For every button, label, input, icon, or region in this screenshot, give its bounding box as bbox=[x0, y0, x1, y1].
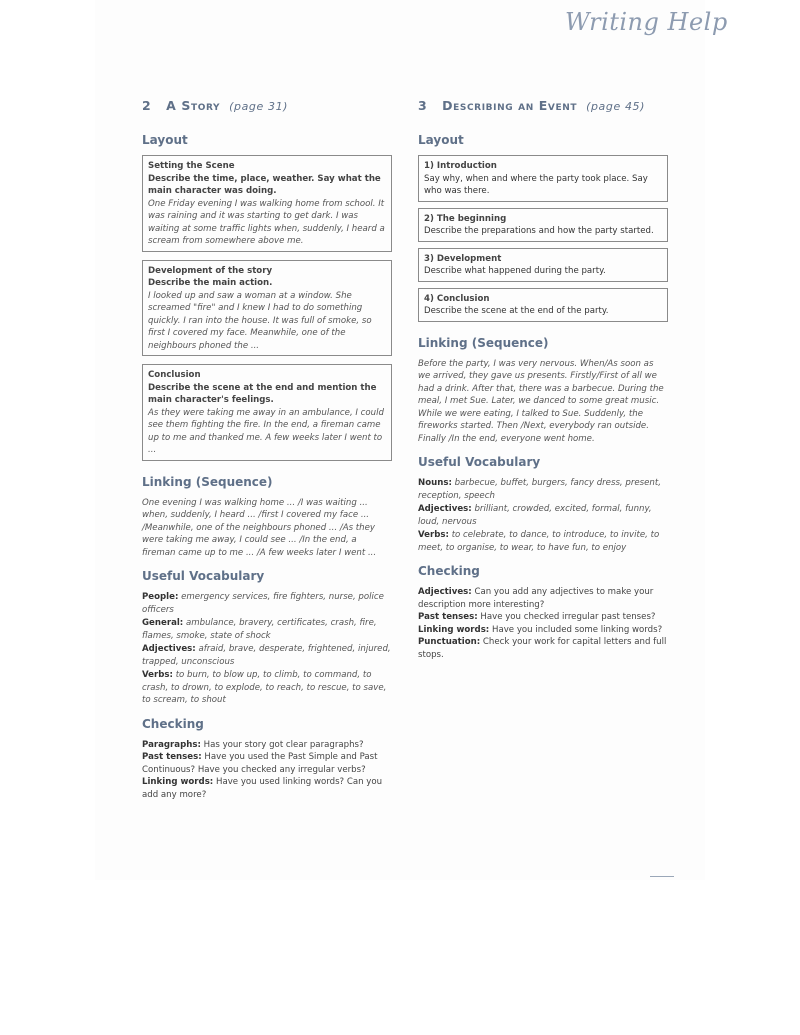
linking-heading: Linking (Sequence) bbox=[142, 474, 273, 489]
vocab-item bbox=[418, 503, 668, 528]
event-column bbox=[418, 98, 668, 671]
checking-label: Punctuation: bbox=[418, 637, 481, 647]
box-instruction: Describe what happened during the party. bbox=[424, 266, 606, 276]
box-example: I looked up and saw a woman at a window. She screamed "fire" and I knew I had to do something quickly. I ran into the house. It was full of smoke, so first I covered my face. Meanwhile, one of the neighbours phoned the ... bbox=[148, 290, 372, 351]
linking-text: One evening I was walking home ... /I was waiting ... when, suddenly, I heard ... /first I covered my face ... /Meanwhile, one of the neighbours phoned ... /As they were taking me away, I could see ... /In the end, a fireman came up to me ... /A few weeks later I went ... bbox=[142, 497, 377, 558]
box-instruction: Say why, when and where the party took place. Say who was there. bbox=[424, 173, 648, 196]
layout-box-introduction bbox=[418, 155, 668, 202]
vocab-label: Verbs: bbox=[418, 530, 449, 540]
box-instruction: Describe the main action. bbox=[148, 278, 273, 288]
checking-label: Adjectives: bbox=[418, 587, 472, 597]
story-column bbox=[142, 98, 392, 811]
box-title: Conclusion bbox=[148, 370, 201, 380]
checking-heading: Checking bbox=[418, 564, 480, 578]
event-section-title bbox=[418, 98, 668, 113]
box-title: Setting the Scene bbox=[148, 161, 235, 171]
section-name: Describing an Event bbox=[442, 98, 578, 113]
vocab-words: brilliant, crowded, excited, formal, funny, loud, nervous bbox=[418, 504, 652, 527]
vocab-heading: Useful Vocabulary bbox=[418, 455, 541, 469]
box-example: As they were taking me away in an ambulance, I could see them fighting the fire. In the end, a fireman came up to me and thanked me. A few weeks later I went to ... bbox=[148, 407, 384, 455]
layout-box-development bbox=[142, 260, 392, 357]
checking-list bbox=[142, 739, 392, 802]
vocab-label: People: bbox=[142, 592, 179, 602]
section-number: 2 bbox=[142, 98, 152, 113]
checking-item bbox=[418, 624, 668, 637]
story-section-title bbox=[142, 98, 392, 113]
checking-label: Linking words: bbox=[142, 777, 214, 787]
checking-item bbox=[418, 586, 668, 611]
vocab-words: to burn, to blow up, to climb, to command, to crash, to drown, to explode, to reach, to rescue, to save, to scream, to shout bbox=[142, 670, 387, 705]
box-instruction: Describe the scene at the end of the party. bbox=[424, 306, 609, 316]
footer-rule bbox=[650, 876, 674, 877]
checking-text: Has your story got clear paragraphs? bbox=[203, 739, 364, 750]
checking-item bbox=[142, 776, 392, 801]
box-example: One Friday evening I was walking home from school. It was raining and it was starting to get dark. I was waiting at some traffic lights when, suddenly, I heard a scream from somewhere above me. bbox=[148, 198, 385, 246]
vocab-heading: Useful Vocabulary bbox=[142, 569, 265, 583]
box-title: 1) Introduction bbox=[424, 161, 497, 171]
layout-box-beginning bbox=[418, 208, 668, 242]
vocab-list bbox=[418, 477, 668, 554]
layout-box-setting-scene bbox=[142, 155, 392, 252]
linking-text: Before the party, I was very nervous. When/As soon as we arrived, they gave us presents. Firstly/First of all we had a drink. After that, there was a barbecue. During the meal, I met Sue. Later, we danced to some great music. While we were eating, I talked to Sue. Suddenly, the fireworks started. Then /Next, everybody ran outside. Finally /In the end, everyone went home. bbox=[418, 358, 664, 444]
checking-text: Have you used linking words? Can you add any more? bbox=[142, 777, 383, 800]
vocab-label: Verbs: bbox=[142, 670, 173, 680]
box-title: 3) Development bbox=[424, 253, 502, 264]
checking-text: Check your work for capital letters and full stops. bbox=[418, 637, 667, 660]
section-number: 3 bbox=[418, 98, 428, 113]
checking-text: Have you checked irregular past tenses? bbox=[480, 612, 656, 622]
vocab-label: Nouns: bbox=[418, 478, 452, 488]
layout-box-conclusion bbox=[418, 288, 668, 322]
vocab-item bbox=[418, 477, 668, 502]
vocab-item bbox=[142, 617, 392, 642]
layout-box-development bbox=[418, 248, 668, 282]
checking-item bbox=[142, 751, 392, 776]
layout-heading: Layout bbox=[418, 133, 464, 147]
checking-list bbox=[418, 586, 668, 661]
vocab-words: ambulance, bravery, certificates, crash, fire, flames, smoke, state of shock bbox=[142, 618, 377, 641]
vocab-label: Adjectives: bbox=[142, 644, 196, 654]
checking-item bbox=[418, 611, 668, 624]
vocab-words: to celebrate, to dance, to introduce, to invite, to meet, to organise, to wear, to have fun, to enjoy bbox=[418, 530, 660, 553]
checking-label: Past tenses: bbox=[418, 612, 478, 622]
box-title: 2) The beginning bbox=[424, 213, 507, 224]
checking-label: Linking words: bbox=[418, 624, 490, 635]
box-title: 4) Conclusion bbox=[424, 293, 490, 304]
checking-text: Have you used the Past Simple and Past Continuous? Have you checked any irregular verbs? bbox=[142, 752, 378, 775]
page-reference: (page 45) bbox=[586, 100, 646, 113]
vocab-words: barbecue, buffet, burgers, fancy dress, present, reception, speech bbox=[418, 478, 661, 501]
box-instruction: Describe the scene at the end and mention the main character's feelings. bbox=[148, 382, 377, 405]
vocab-list bbox=[142, 591, 392, 707]
box-instruction: Describe the preparations and how the party started. bbox=[424, 226, 654, 236]
vocab-item bbox=[142, 669, 392, 707]
vocab-label: Adjectives: bbox=[418, 504, 472, 514]
vocab-item bbox=[142, 643, 392, 668]
layout-heading: Layout bbox=[142, 133, 188, 147]
checking-text: Have you included some linking words? bbox=[491, 624, 663, 635]
page-reference: (page 31) bbox=[229, 100, 289, 113]
layout-box-conclusion bbox=[142, 364, 392, 461]
checking-item bbox=[142, 739, 392, 752]
checking-label: Paragraphs: bbox=[142, 739, 201, 750]
checking-item bbox=[418, 636, 668, 661]
vocab-item bbox=[142, 591, 392, 616]
checking-label: Past tenses: bbox=[142, 752, 202, 762]
vocab-label: General: bbox=[142, 618, 184, 628]
box-instruction: Describe the time, place, weather. Say what the main character was doing. bbox=[148, 173, 381, 196]
vocab-item bbox=[418, 529, 668, 554]
checking-heading: Checking bbox=[142, 716, 204, 731]
checking-text: Can you add any adjectives to make your description more interesting? bbox=[418, 587, 654, 610]
section-name: A Story bbox=[166, 98, 221, 113]
page-header-title: Writing Help bbox=[565, 8, 728, 36]
vocab-words: emergency services, fire fighters, nurse, police officers bbox=[142, 592, 384, 615]
linking-heading: Linking (Sequence) bbox=[418, 335, 549, 350]
vocab-words: afraid, brave, desperate, frightened, injured, trapped, unconscious bbox=[142, 644, 391, 667]
box-title: Development of the story bbox=[148, 265, 273, 276]
